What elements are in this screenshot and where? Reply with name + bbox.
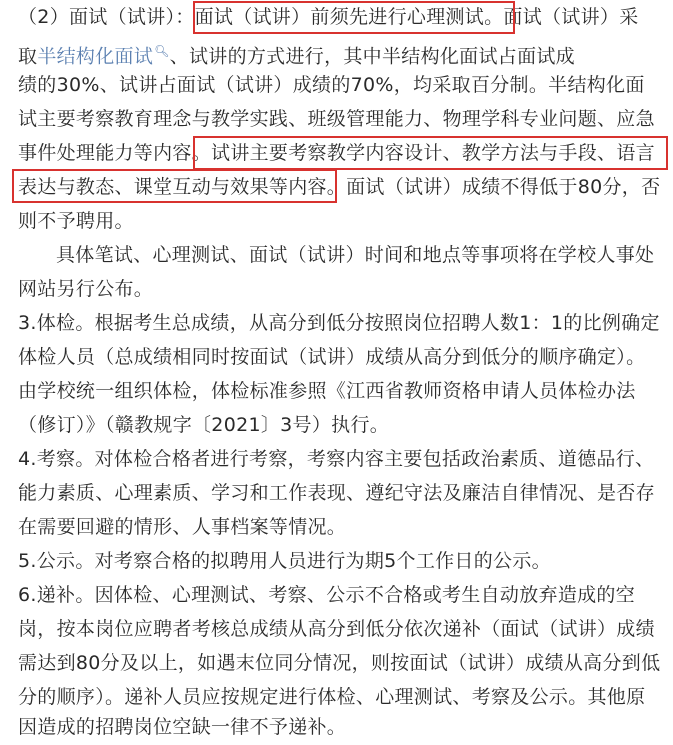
semi-structured-interview-link[interactable]: 半结构化面试 xyxy=(37,45,154,68)
text-segment: 面试（试讲）采 xyxy=(503,6,639,28)
text-segment: 事件处理能力等内容。 xyxy=(18,142,212,164)
text-line-16: 在需要回避的情形、人事档案等情况。 xyxy=(18,516,347,538)
text-line-20: 需达到80分及以上，如遇末位同分情况，则按面试（试讲）成绩从高分到低 xyxy=(18,652,661,674)
text-line-14: 4.考察。对体检合格者进行考察，考察内容主要包括政治素质、道德品行、 xyxy=(18,448,655,470)
text-line-19: 岗，按本岗位应聘者考核总成绩从高分到低分依次递补（面试（试讲）成绩 xyxy=(18,618,655,640)
text-line-7: 则不予聘用。 xyxy=(18,210,134,232)
text-line-17: 5.公示。对考察合格的拟聘用人员进行为期5个工作日的公示。 xyxy=(18,550,551,572)
text-line-2 xyxy=(18,34,668,68)
text-line-1 xyxy=(18,0,668,34)
highlighted-psych-test-note: 面试（试讲）前须先进行心理测试。 xyxy=(194,6,504,28)
text-segment: 、试讲的方式进行，其中半结构化面试占面试成 xyxy=(169,45,575,68)
text-line-10: 3.体检。根据考生总成绩，从高分到低分按照岗位招聘人数1：1的比例确定 xyxy=(18,312,660,334)
text-line-11: 体检人员（总成绩相同时按面试（试讲）成绩从高分到低分的顺序确定）。 xyxy=(18,346,646,368)
text-line-12: 由学校统一组织体检，体检标准参照《江西省教师资格申请人员体检办法 xyxy=(18,380,636,402)
section-heading-interview: （2）面试（试讲）： xyxy=(18,6,195,28)
text-line-6 xyxy=(18,170,668,204)
text-line-21: 分的顺序）。递补人员应按规定进行体检、心理测试、考察及公示。其他原 xyxy=(18,686,646,708)
text-line-8: 具体笔试、心理测试、面试（试讲）时间和地点等事项将在学校人事处 xyxy=(56,244,655,266)
text-line-22: 因造成的招聘岗位空缺一律不予递补。 xyxy=(18,716,347,738)
text-line-9: 网站另行公布。 xyxy=(18,278,154,300)
text-line-13: （修订）》（赣教规字〔2021〕3号）执行。 xyxy=(18,414,390,436)
text-line-15: 能力素质、心理素质、学习和工作表现、遵纪守法及廉洁自律情况、是否存 xyxy=(18,482,655,504)
highlighted-trial-lecture-content-cont: 表达与教态、课堂互动与效果等内容。 xyxy=(18,176,347,198)
highlighted-trial-lecture-content: 试讲主要考察教学内容设计、教学方法与手段、语言 xyxy=(211,142,655,164)
text-line-5 xyxy=(18,136,668,170)
text-segment: 取 xyxy=(18,45,38,68)
text-segment: 面试（试讲）成绩不得低于80分，否 xyxy=(346,176,661,198)
text-line-18: 6.递补。因体检、心理测试、考察、公示不合格或考生自动放弃造成的空 xyxy=(18,584,636,606)
text-line-4: 试主要考察教育理念与教学实践、班级管理能力、物理学科专业问题、应急 xyxy=(18,108,655,130)
text-line-3: 绩的30%、试讲占面试（试讲）成绩的70%，均采取百分制。半结构化面 xyxy=(18,74,645,96)
search-icon[interactable]: 🔍︎ xyxy=(154,44,170,58)
